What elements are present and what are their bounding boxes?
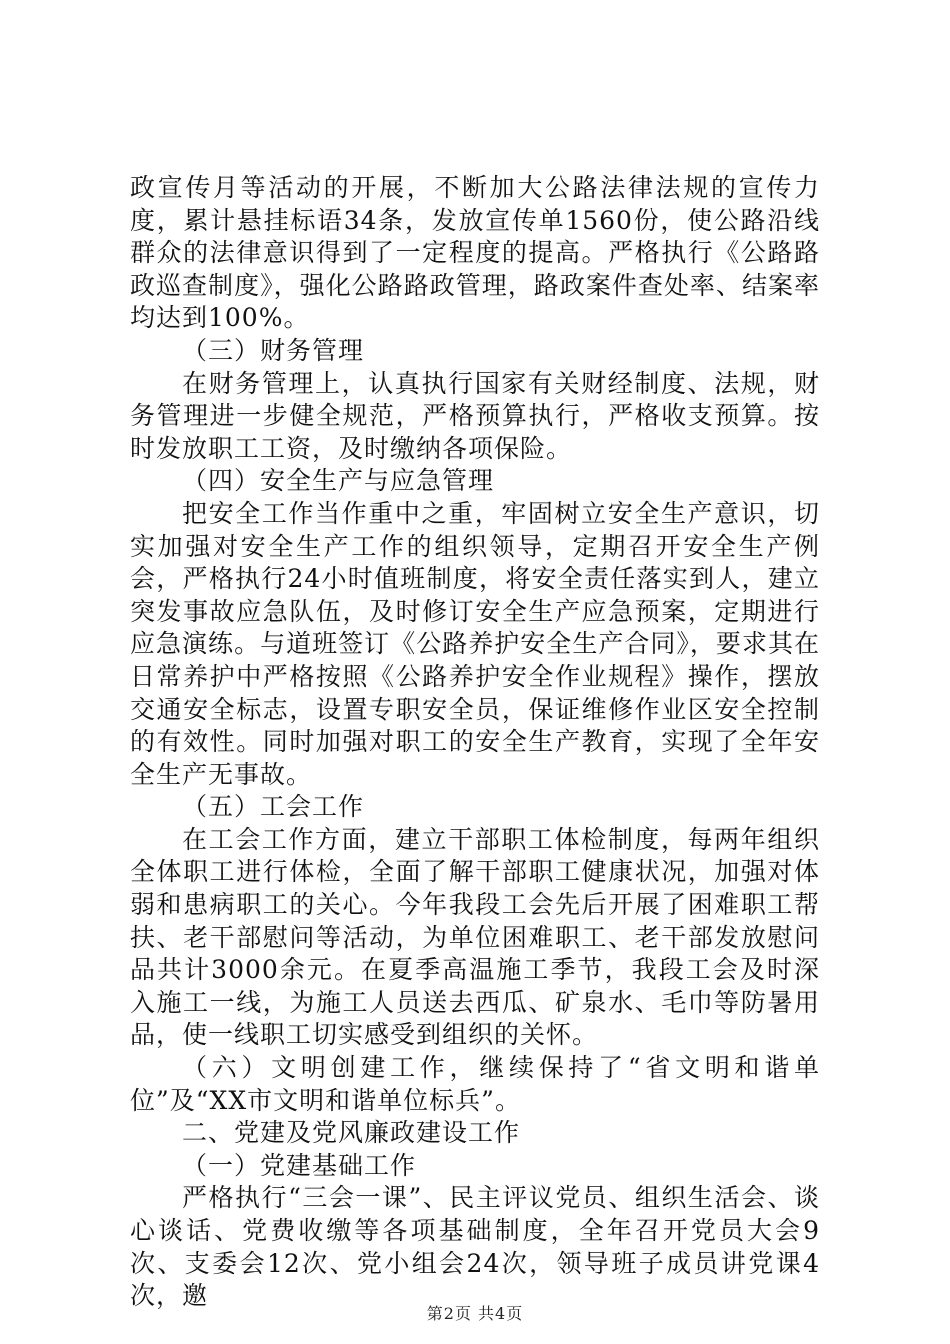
heading-finance-management: （三）财务管理 [182,335,365,365]
paragraph-party-basic-work: 严格执行“三会一课”、民主评议党员、组织生活会、谈心谈话、党费收缴等各项基础制度，全年召开党员大会9次、支委会12次、党小组会24次，领导班子成员讲党课4次，邀 [130,1183,820,1311]
heading-party-basic-work: （一）党建基础工作 [182,1150,417,1180]
paragraph-civilization-building: （六）文明创建工作，继续保持了“省文明和谐单位”及“XX市文明和谐单位标兵”。 [130,1053,820,1115]
heading-safety-emergency: （四）安全生产与应急管理 [182,466,495,496]
paragraph-union-work: 在工会工作方面，建立干部职工体检制度，每两年组织全体职工进行体检，全面了解干部职工健康状况，加强对体弱和患病职工的关心。今年我段工会先后开展了困难职工帮扶、老干部慰问等活动，为单位困难职工、老干部发放慰问品共计3000余元。在夏季高温施工季节，我段工会及时深入施工一线，为施工人员送去西瓜、矿泉水、毛巾等防暑用品，使一线职工切实感受到组织的关怀。 [130,824,820,1050]
heading-party-building: 二、党建及党风廉政建设工作 [182,1118,521,1148]
page-number-footer: 第2页 共4页 [426,1304,524,1323]
paragraph-road-admin-continuation: 政宣传月等活动的开展，不断加大公路法律法规的宣传力度，累计悬挂标语34条，发放宣传单1560份，使公路沿线群众的法律意识得到了一定程度的提高。严格执行《公路路政巡查制度》，强化公路路政管理，路政案件查处率、结案率均达到100%。 [130,173,820,333]
paragraph-safety-emergency: 把安全工作当作重中之重，牢固树立安全生产意识，切实加强对安全生产工作的组织领导，定期召开安全生产例会，严格执行24小时值班制度，将安全责任落实到人，建立突发事故应急队伍，及时修订安全生产应急预案，定期进行应急演练。与道班签订《公路养护安全生产合同》，要求其在日常养护中严格按照《公路养护安全作业规程》操作，摆放交通安全标志，设置专职安全员，保证维修作业区安全控制的有效性。同时加强对职工的安全生产教育，实现了全年安全生产无事故。 [130,498,820,789]
paragraph-finance-management: 在财务管理上，认真执行国家有关财经制度、法规，财务管理进一步健全规范，严格预算执行，严格收支预算。按时发放职工工资，及时缴纳各项保险。 [130,368,820,463]
heading-union-work: （五）工会工作 [182,792,365,822]
document-body [130,172,820,1313]
